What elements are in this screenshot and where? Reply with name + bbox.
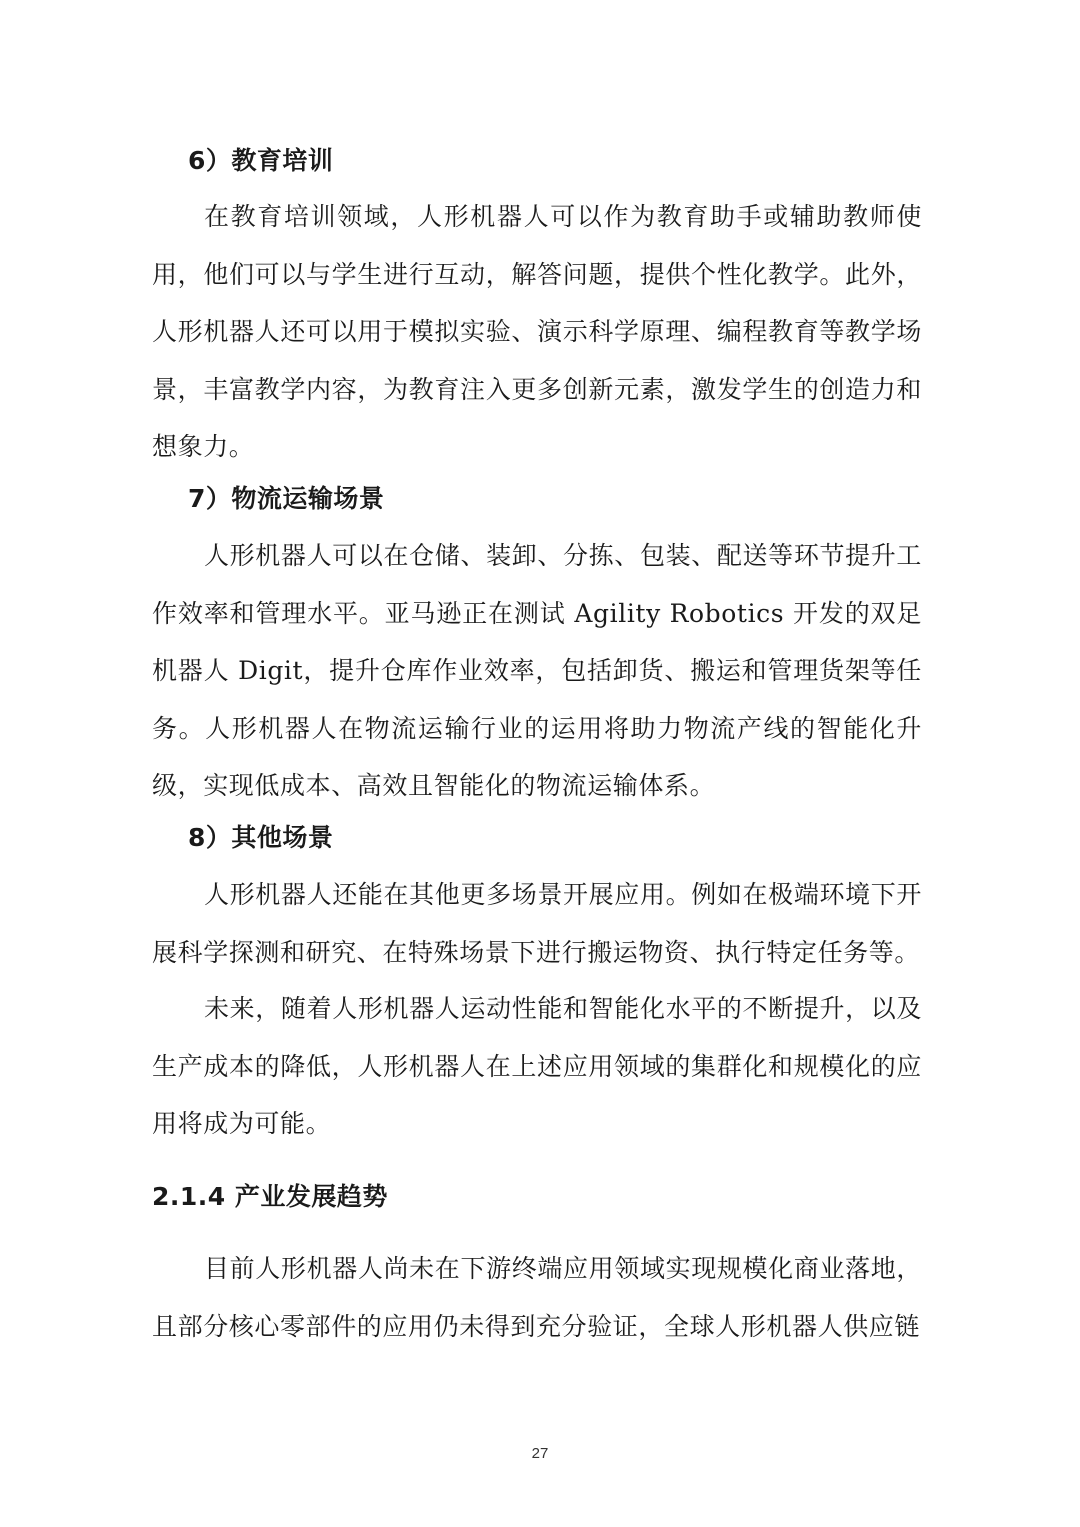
section-heading-education: 6）教育培训 [188,146,334,175]
paragraph-industry-trends: 目前人形机器人尚未在下游终端应用领域实现规模化商业落地，且部分核心零部件的应用仍未得到充分验证，全球人形机器人供应链 [152,1254,922,1341]
section-heading-industry-trends: 2.1.4 产业发展趋势 [152,1182,388,1211]
paragraph-education: 在教育培训领域，人形机器人可以作为教育助手或辅助教师使用，他们可以与学生进行互动，解答问题，提供个性化教学。此外，人形机器人还可以用于模拟实验、演示科学原理、编程教育等教学场景，丰富教学内容，为教育注入更多创新元素，激发学生的创造力和想象力。 [152,202,922,461]
paragraph-future: 未来，随着人形机器人运动性能和智能化水平的不断提升，以及生产成本的降低，人形机器人在上述应用领域的集群化和规模化的应用将成为可能。 [152,994,922,1138]
page-number: 27 [531,1445,549,1462]
section-heading-other: 8）其他场景 [188,823,334,852]
section-heading-logistics: 7）物流运输场景 [188,484,385,513]
paragraph-logistics: 人形机器人可以在仓储、装卸、分拣、包装、配送等环节提升工作效率和管理水平。亚马逊正在测试 Agility Robotics 开发的双足机器人 Digit，提升仓库作业效率，包括卸货、搬运和管理货架等任务。人形机器人在物流运输行业的运用将助力物流产线的智能化升级，实现低成本、高效且智能化的物流运输体系。 [152,541,922,800]
paragraph-other-scenarios: 人形机器人还能在其他更多场景开展应用。例如在极端环境下开展科学探测和研究、在特殊场景下进行搬运物资、执行特定任务等。 [152,880,922,967]
